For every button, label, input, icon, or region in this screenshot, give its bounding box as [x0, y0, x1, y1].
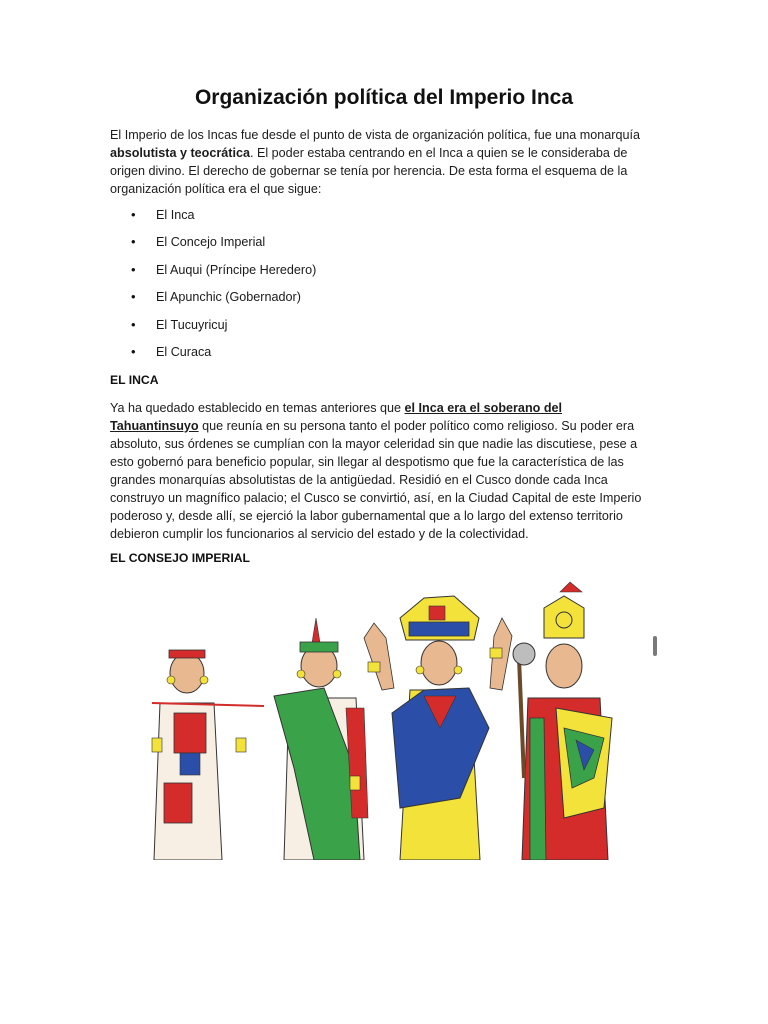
inca-figures-illustration [124, 578, 658, 860]
list-item: • El Auqui (Príncipe Heredero) [110, 261, 650, 288]
figure-4 [513, 582, 612, 860]
intro-bold-text: absolutista y teocrática [110, 146, 250, 160]
organization-list [110, 206, 650, 370]
figure-1 [152, 650, 264, 860]
inca-paragraph [110, 399, 650, 543]
list-item: • El Apunchic (Gobernador) [110, 288, 650, 315]
scrollbar-thumb[interactable] [653, 636, 657, 656]
inca-text-2: que reunía en su persona tanto el poder político como religioso. Su poder era absoluto, sus órdenes se cumplían con la mayor celeridad sin que nadie las discutiese, pese a esto gobernó para beneficio popular, sin llegar al despotismo que fue la característica de las grandes monarquías absolutistas de la antigüedad. Residió en el Cusco donde cada Inca construyo un magnífico palacio; el Cusco se convirtió, así, en la Ciudad Capital de este Imperio poderoso y, desde allí, se ejerció la labor gubernamental que a lo largo del extenso territorio debieron cumplir los funcionarios al servicio del estado y de la colectividad. [110, 419, 642, 541]
intro-paragraph [110, 126, 650, 198]
inca-link-text[interactable]: el Inca era el soberano del Tahuantinsuyo [110, 401, 563, 433]
inca-text-1: Ya ha quedado establecido en temas anteriores que [110, 401, 405, 415]
figure-3 [364, 596, 512, 860]
section-heading-consejo: EL CONSEJO IMPERIAL [110, 551, 250, 565]
list-item: • El Tucuyricuj [110, 316, 650, 343]
list-item: • El Curaca [110, 343, 650, 370]
illustration-svg [124, 578, 658, 860]
section-heading-inca: EL INCA [110, 373, 159, 387]
intro-text-1: El Imperio de los Incas fue desde el punto de vista de organización política, fue una monarquía [110, 128, 640, 142]
figure-2 [274, 618, 368, 860]
page-title: Organización política del Imperio Inca [194, 86, 574, 109]
list-item: • El Inca [110, 206, 650, 233]
intro-text-2: . El poder estaba centrando en el Inca a quien se le consideraba de origen divino. El derecho de gobernar se tenía por herencia. De esta forma el esquema de la organización política era el que sigue: [110, 146, 628, 196]
list-item: • El Concejo Imperial [110, 233, 650, 260]
